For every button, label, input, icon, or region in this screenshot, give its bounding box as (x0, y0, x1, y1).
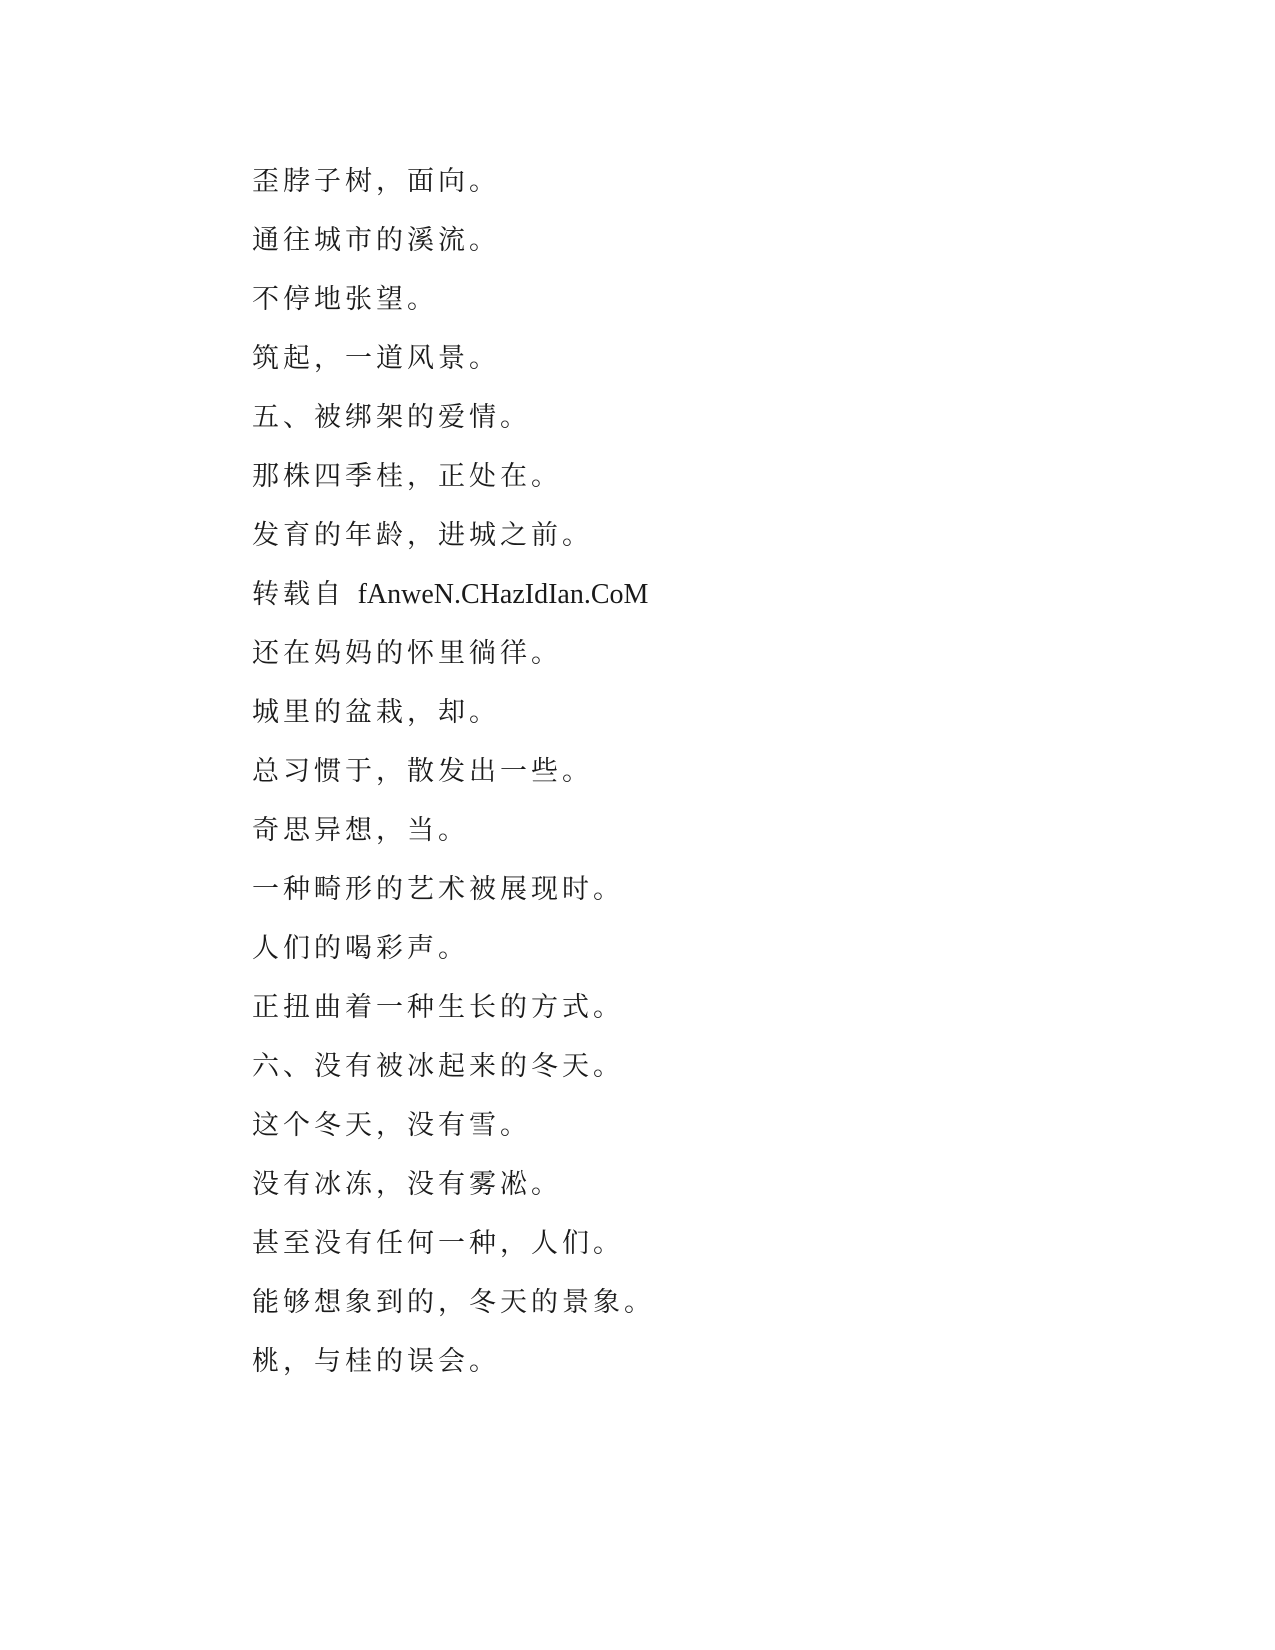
source-line (252, 573, 1052, 632)
text-line: 不停地张望。 (252, 284, 438, 315)
section-heading: 六、没有被冰起来的冬天。 (252, 1051, 624, 1082)
text-line: 桃，与桂的误会。 (252, 1346, 500, 1377)
text-line: 这个冬天，没有雪。 (252, 1110, 531, 1141)
poem-lines (252, 160, 1052, 1399)
source-url: fAnweN.CHazIdIan.CoM (357, 579, 649, 610)
text-line: 一种畸形的艺术被展现时。 (252, 874, 624, 905)
text-line: 奇思异想，当。 (252, 815, 469, 846)
text-line: 还在妈妈的怀里徜徉。 (252, 638, 562, 669)
text-line: 人们的喝彩声。 (252, 933, 469, 964)
text-line: 正扭曲着一种生长的方式。 (252, 992, 624, 1023)
text-line: 筑起，一道风景。 (252, 343, 500, 374)
text-line: 那株四季桂，正处在。 (252, 461, 562, 492)
text-line: 通往城市的溪流。 (252, 225, 500, 256)
text-line: 甚至没有任何一种，人们。 (252, 1228, 624, 1259)
text-line: 发育的年龄，进城之前。 (252, 520, 593, 551)
text-line: 没有冰冻，没有雾凇。 (252, 1169, 562, 1200)
source-prefix: 转载自 (252, 579, 345, 610)
text-line: 能够想象到的，冬天的景象。 (252, 1287, 655, 1318)
text-line: 歪脖子树，面向。 (252, 166, 500, 197)
section-heading: 五、被绑架的爱情。 (252, 402, 531, 433)
text-line: 总习惯于，散发出一些。 (252, 756, 593, 787)
text-line: 城里的盆栽，却。 (252, 697, 500, 728)
